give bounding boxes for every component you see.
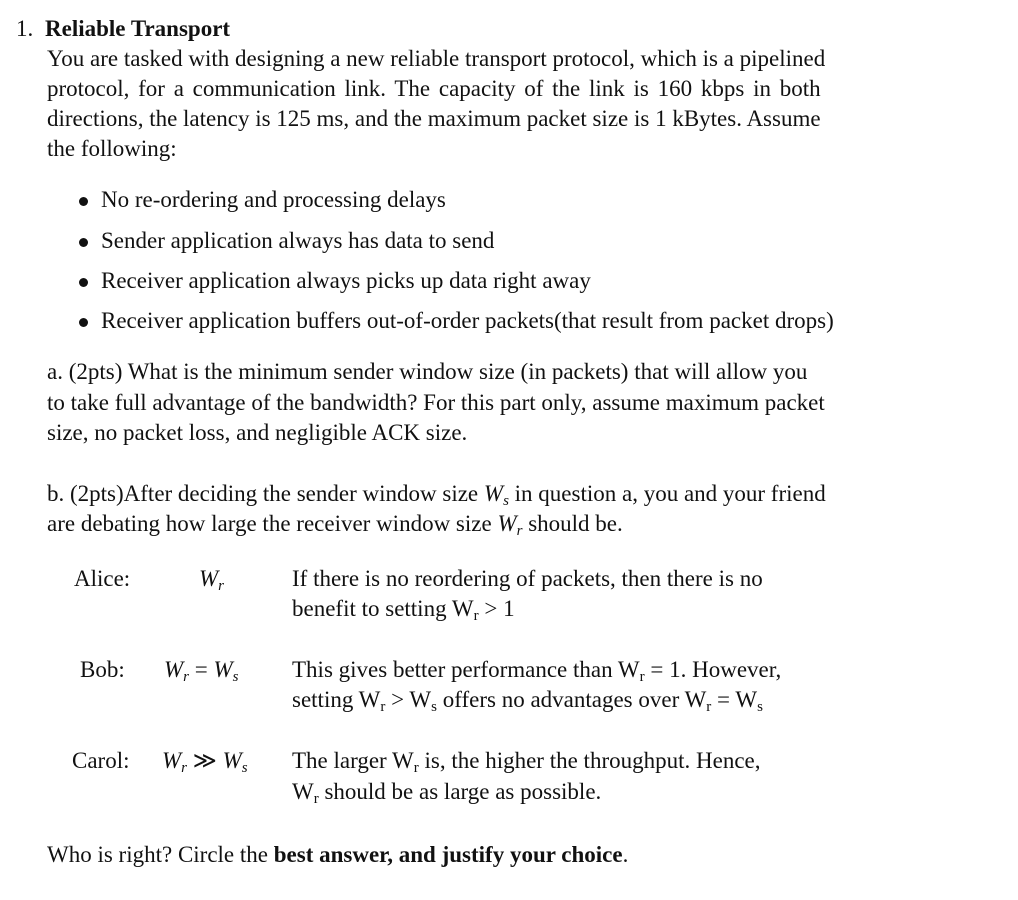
assumption-item: Sender application always has data to send xyxy=(79,228,494,254)
intro-line: You are tasked with designing a new reliable transport protocol, which is a pipelined xyxy=(47,46,826,71)
intro-line: the following: xyxy=(47,136,177,161)
opinion-statement-bob: This gives better performance than $W_r = 1$. However, xyxy=(292,657,782,685)
assumption-item: No re-ordering and processing delays xyxy=(79,187,446,213)
problem-title: Reliable Transport xyxy=(45,16,231,41)
opinion-formula-bob: $W_r = W_s$ xyxy=(164,657,239,685)
part-b-line: are debating how large the receiver window size $W_r$ should be. xyxy=(47,511,623,539)
part-a-line: to take full advantage of the bandwidth? For this part only, assume maximum packet xyxy=(47,390,825,415)
bullet-icon xyxy=(79,238,88,247)
opinion-name-alice: Alice: xyxy=(74,566,131,591)
opinion-name-bob: Bob: xyxy=(80,657,125,682)
intro-line: protocol, for a communication link. The capacity of the link is 160 kbps in both xyxy=(47,76,821,101)
assumption-item: Receiver application buffers out-of-order packets(that result from packet drops) xyxy=(79,308,834,334)
problem-number: 1. xyxy=(16,16,34,41)
opinion-statement-alice: If there is no reordering of packets, then there is no xyxy=(292,566,763,591)
problem-heading xyxy=(16,16,230,42)
bullet-icon xyxy=(79,197,88,206)
opinion-formula-alice: $W_r$ xyxy=(199,566,225,594)
assumption-item: Receiver application always picks up data right away xyxy=(79,268,591,294)
opinion-statement-carol: $W_r$ should be as large as possible. xyxy=(292,779,602,807)
question-line: Who is right? Circle the best answer, and justify your choice. xyxy=(47,842,629,867)
part-a-line: size, no packet loss, and negligible ACK size. xyxy=(47,420,468,445)
opinion-statement-alice: benefit to setting $W_r > 1$ xyxy=(292,596,515,624)
bullet-icon xyxy=(79,318,88,327)
part-b-line: b. (2pts)After deciding the sender window size $W_s$ in question a, you and your friend xyxy=(47,481,826,509)
intro-line: directions, the latency is 125 ms, and the maximum packet size is 1 kBytes. Assume xyxy=(47,106,821,131)
part-a-line: a. (2pts) What is the minimum sender window size (in packets) that will allow you xyxy=(47,359,808,384)
opinion-statement-carol: The larger $W_r$ is, the higher the throughput. Hence, xyxy=(292,748,761,776)
opinion-name-carol: Carol: xyxy=(72,748,130,773)
opinion-formula-carol: $W_r$ ≫ $W_s$ xyxy=(162,748,248,776)
opinion-statement-bob: setting $W_r > W_s$ offers no advantages over $W_r = W_s$ xyxy=(292,687,763,715)
bullet-icon xyxy=(79,278,88,287)
